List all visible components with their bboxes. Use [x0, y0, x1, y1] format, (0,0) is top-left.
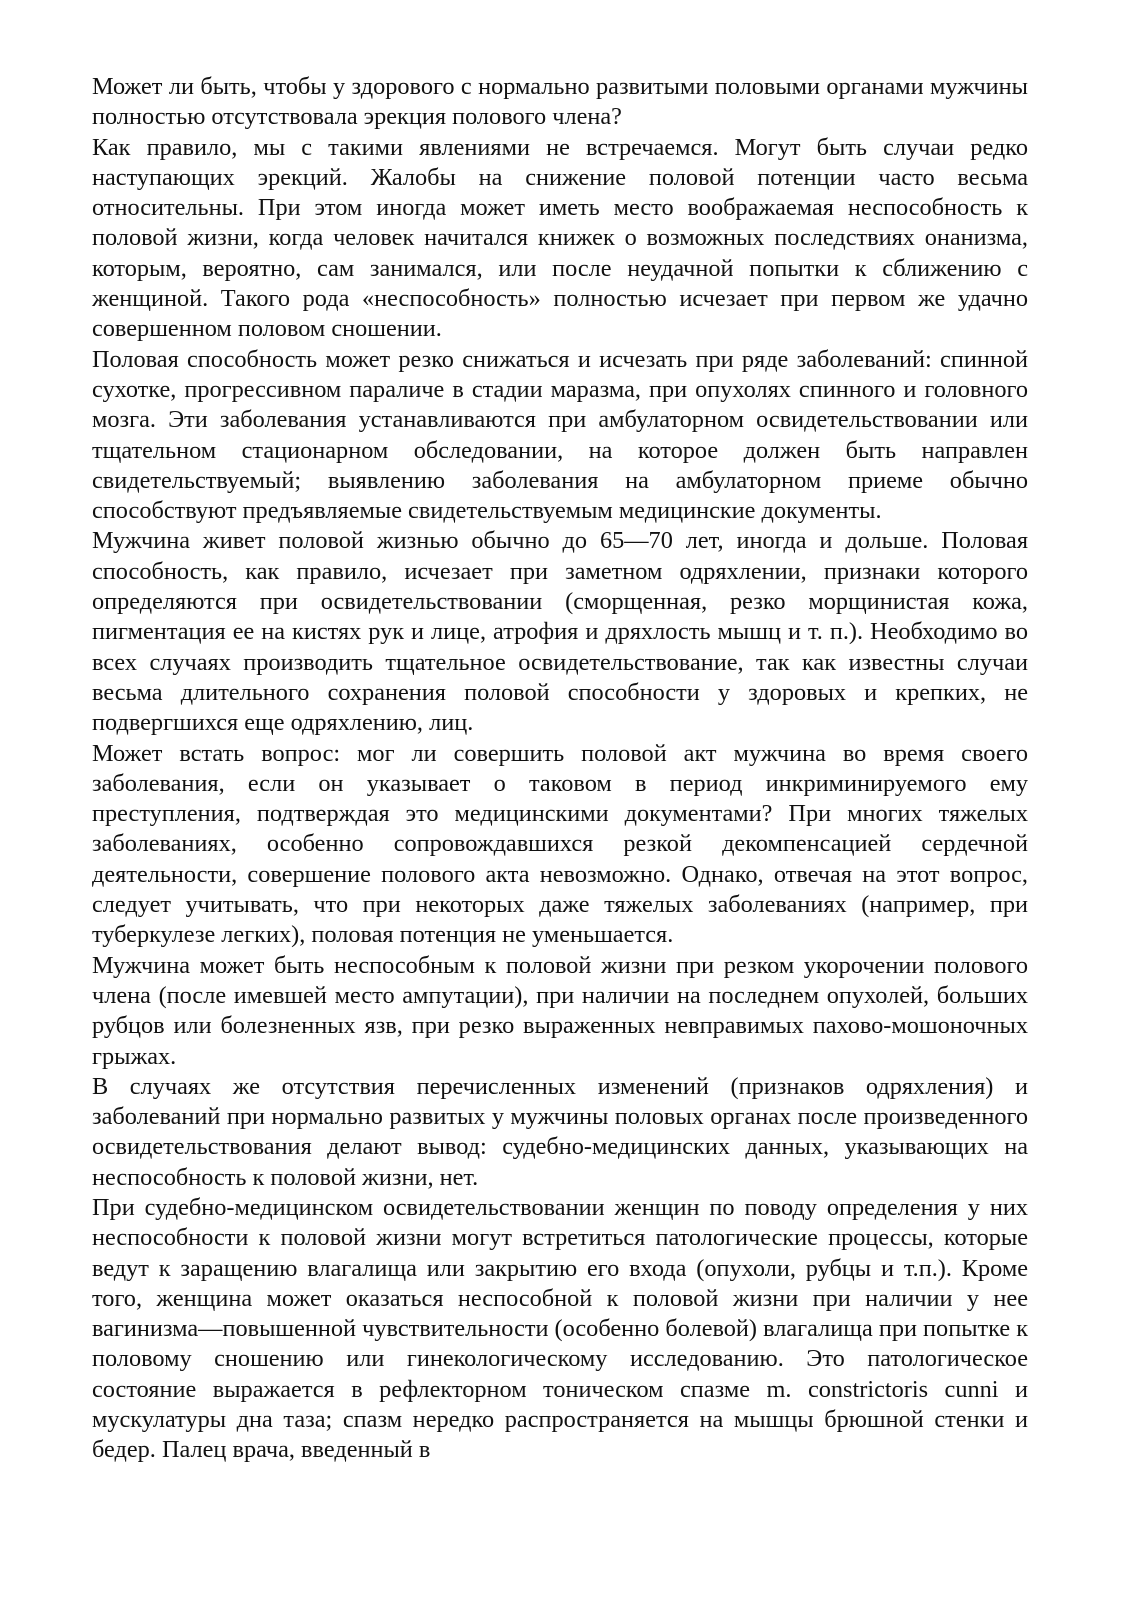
paragraph-impotence-question: Может ли быть, чтобы у здорового с нормально развитыми половыми органами мужчины полностью отсутствовала эрекция полового члена? — [92, 73, 1028, 131]
paragraph-anatomical-causes: Мужчина может быть неспособным к половой жизни при резком укорочении полового члена (после имевшей место ампутации), при наличии на последнем опухолей, больших рубцов или болезненных язв, при резко выраженных невправимых пахово-мошоночных грыжах. — [92, 951, 1028, 1070]
paragraph-age: Мужчина живет половой жизнью обычно до 65—70 лет, иногда и дольше. Половая способность, как правило, исчезает при заметном одряхлении, признаки которого определяются при освидетельствовании (сморщенная, резко морщинистая кожа, пигментация ее на кистях рук и лице, атрофия и дряхлость мышц и т. п.). Необходимо во всех случаях производить тщательное освидетельствование, так как известны случаи весьма длительного сохранения половой способности у здоровых и крепких, не подвергшихся еще одряхлению, лиц. — [92, 527, 1028, 737]
paragraph-illness-question: Может встать вопрос: мог ли совершить половой акт мужчина во время своего заболевания, если он указывает о таковом в период инкриминируемого ему преступления, подтверждая это медицинскими документами? При многих тяжелых заболеваниях, особенно сопровождавшихся резкой декомпенсацией сердечной деятельности, совершение полового акта невозможно. Однако, отвечая на этот вопрос, следует учитывать, что при некоторых даже тяжелых заболеваниях (например, при туберкулезе легких), половая потенция не уменьшается. — [92, 739, 1028, 949]
paragraph-women-examination: При судебно-медицинском освидетельствовании женщин по поводу определения у них неспособности к половой жизни могут встретиться патологические процессы, которые ведут к заращению влагалища или закрытию его входа (опухоли, рубцы и т.п.). Кроме того, женщина может оказаться неспособной к половой жизни при наличии у нее вагинизма—повышенной чувствительности (особенно болевой) влагалища при попытке к половому сношению или гинекологическому исследованию. Это патологическое состояние выражается в рефлекторном тоническом спазме m. constrictoris cunni и мускулатуры дна таза; спазм нередко распространяется на мышцы брюшной стенки и бедер. Палец врача, введенный в — [92, 1193, 1028, 1464]
paragraph-conclusion: В случаях же отсутствия перечисленных изменений (признаков одряхления) и заболеваний при нормально развитых у мужчины половых органах после произведенного освидетельствования делают вывод: судебно-медицинских данных, указывающих на неспособность к половой жизни, нет. — [92, 1072, 1028, 1191]
document-page — [92, 72, 1028, 1466]
paragraph-diseases: Половая способность может резко снижаться и исчезать при ряде заболеваний: спинной сухотке, прогрессивном параличе в стадии маразма, при опухолях спинного и головного мозга. Эти заболевания устанавливаются при амбулаторном освидетельствовании или тщательном стационарном обследовании, на которое должен быть направлен свидетельствуемый; выявлению заболевания на амбулаторном приеме обычно способствуют предъявляемые свидетельствуемым медицинские документы. — [92, 345, 1028, 525]
paragraph-erection-cases: Как правило, мы с такими явлениями не встречаемся. Могут быть случаи редко наступающих эрекций. Жалобы на снижение половой потенции часто весьма относительны. При этом иногда может иметь место воображаемая неспособность к половой жизни, когда человек начитался книжек о возможных последствиях онанизма, которым, вероятно, сам занимался, или после неудачной попытки к сближению с женщиной. Такого рода «неспособность» полностью исчезает при первом же удачно совершенном половом сношении. — [92, 133, 1028, 343]
